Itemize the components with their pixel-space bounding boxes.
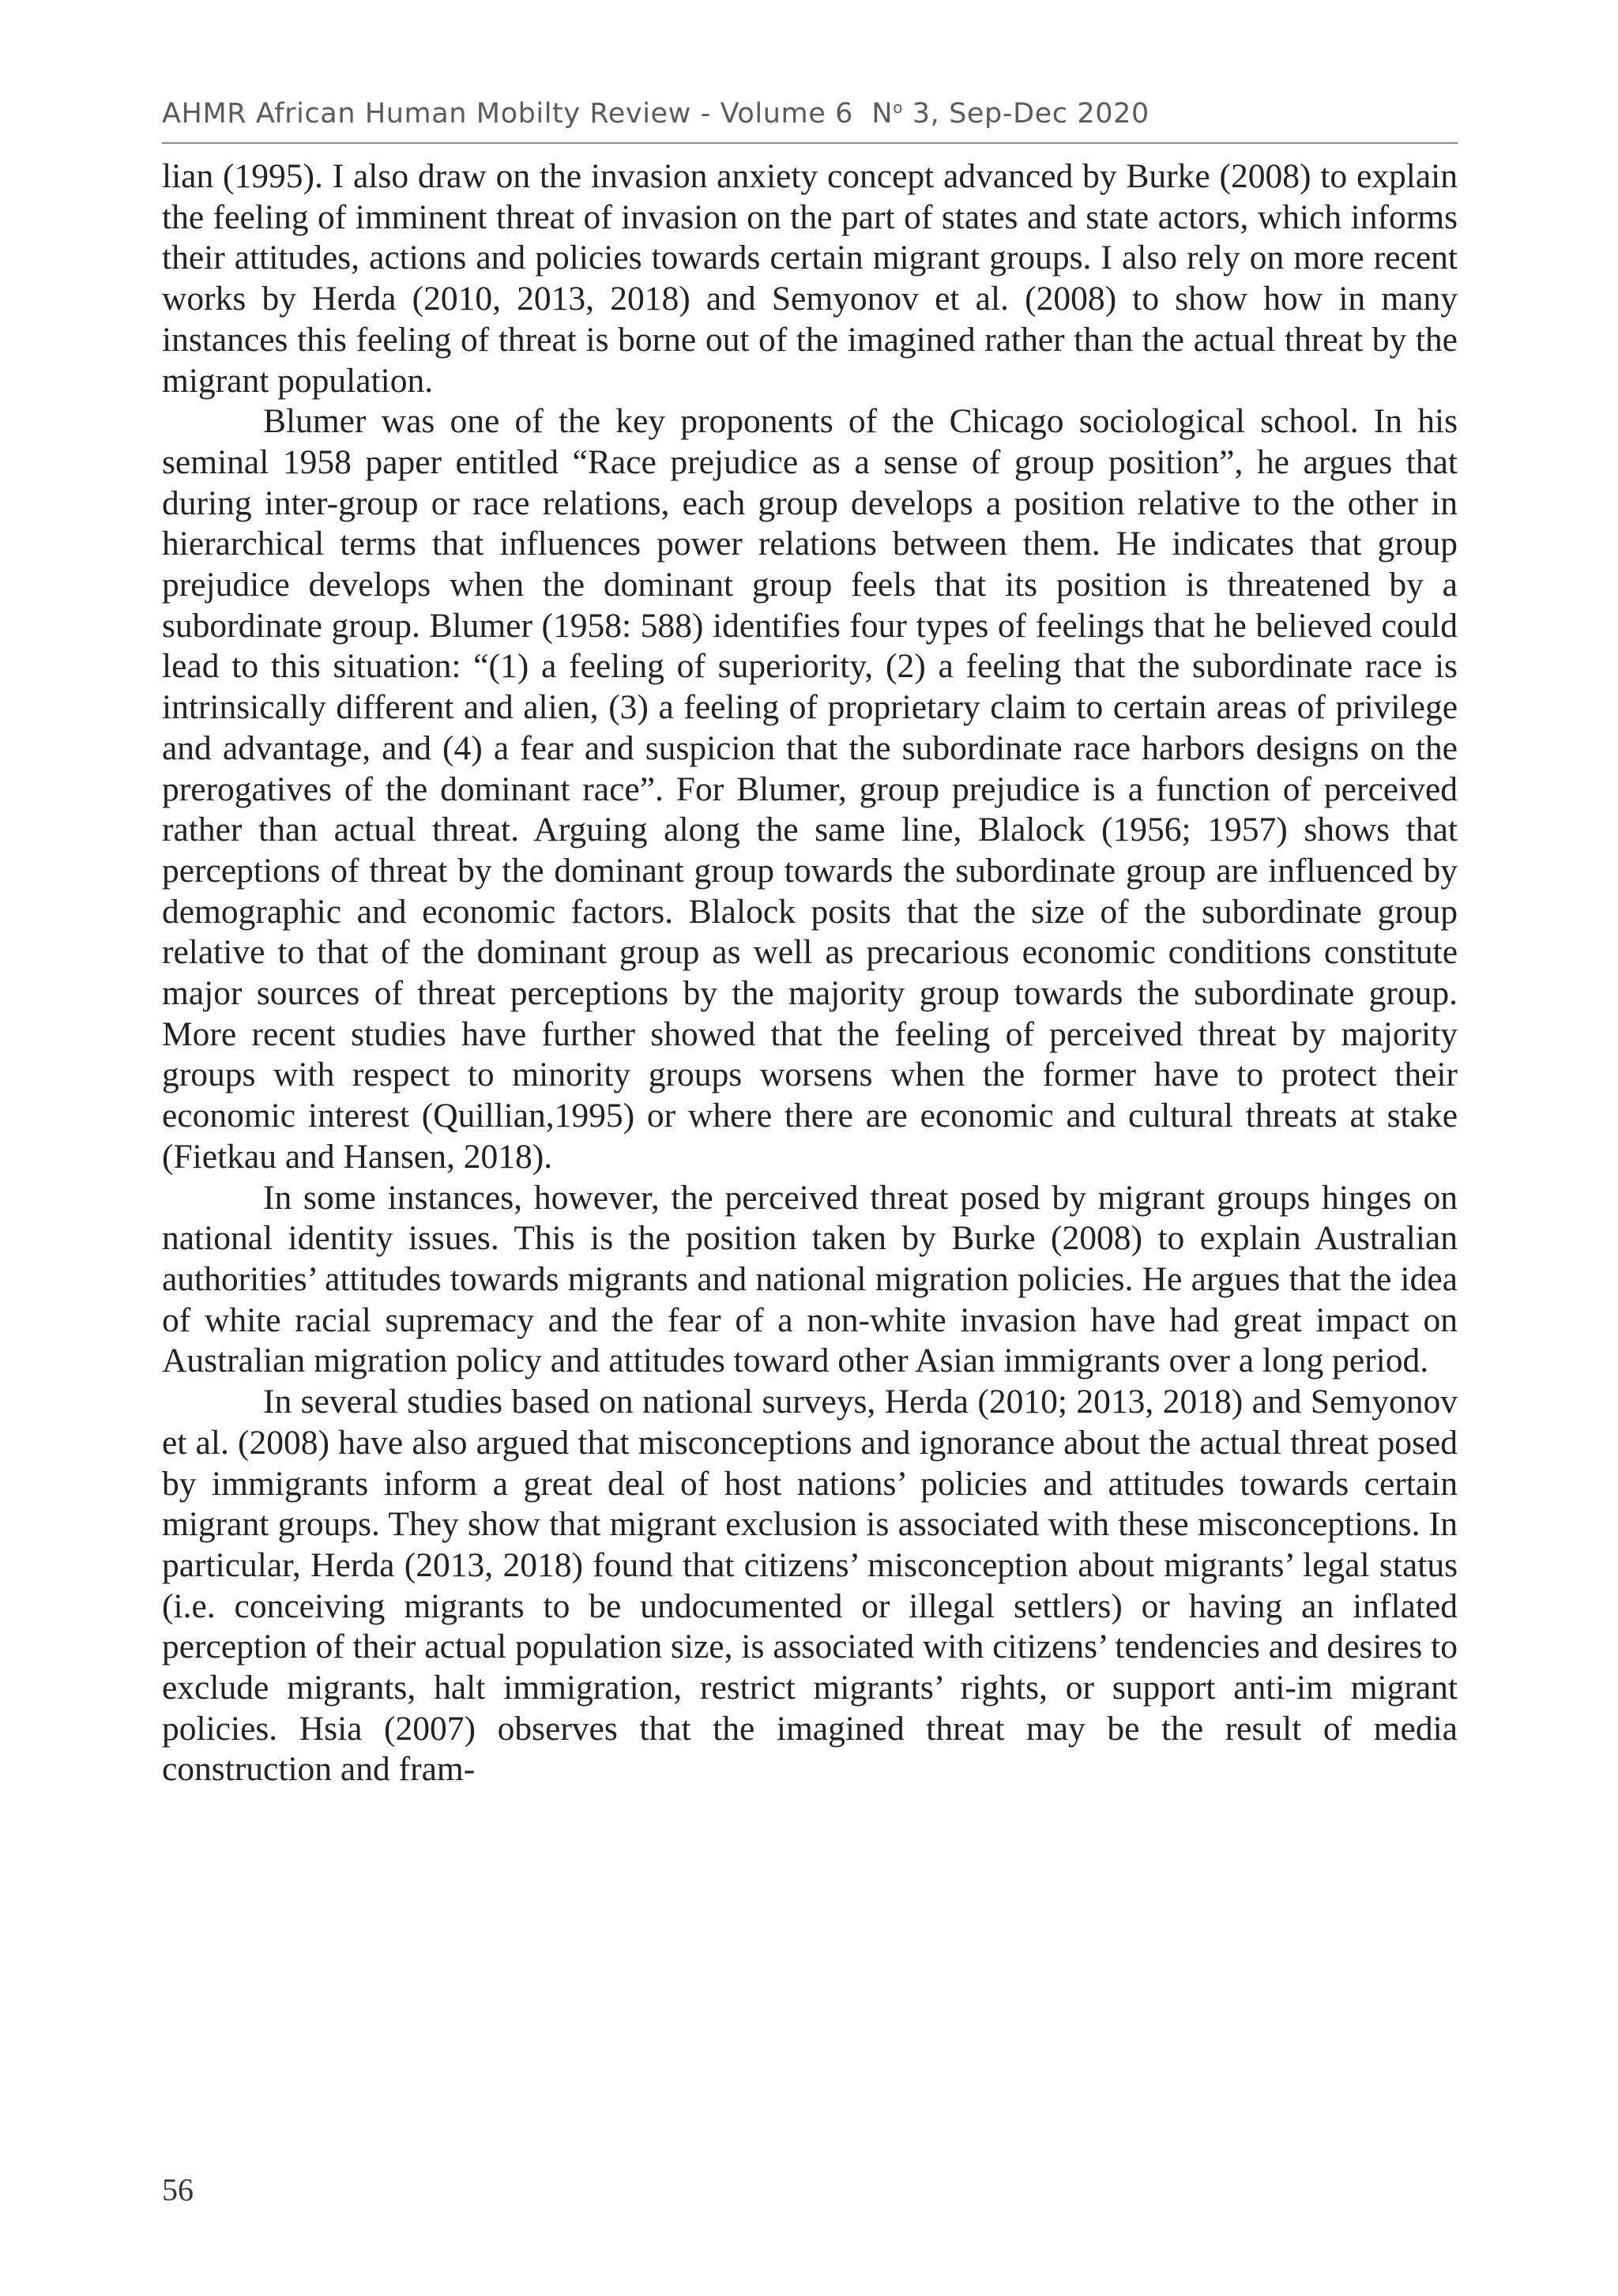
body-text (162, 156, 1458, 1790)
issue-number-label: N (871, 98, 894, 130)
paragraph-continued: lian (1995). I also draw on the invasion anxiety concept advanced by Burke (2008) to explain the feeling of imminent threat of invasion on the part of states and state actors, which informs their attitudes, actions and policies towards certain migrant groups. I also rely on more recent works by Herda (2010, 2013, 2018) and Semyonov et al. (2008) to show how in many instances this feeling of threat is borne out of the imagined rather than the actual threat by the migrant population. (162, 157, 1458, 400)
paragraph-national-identity: In some instances, however, the perceived threat posed by migrant groups hinges on national identity issues. This is the position taken by Burke (2008) to explain Australian authorities’ attitudes towards migrants and national migration policies. He argues that the idea of white racial supremacy and the fear of a non-white invasion have had great impact on Australian migration policy and attitudes toward other Asian immigrants over a long period. (162, 1178, 1458, 1380)
paragraph-blumer: Blumer was one of the key proponents of the Chicago sociological school. In his seminal 1958 paper entitled “Race prejudice as a sense of group position”, he argues that during inter-group or race relations, each group develops a position relative to the other in hierarchical terms that influences power relations between them. He indicates that group prejudice develops when the dominant group feels that its position is threatened by a subordinate group. Blumer (1958: 588) identifies four types of feelings that he believed could lead to this situation: “(1) a feeling of superiority, (2) a feeling that the subordinate race is intrinsically different and alien, (3) a feeling of proprietary claim to certain areas of privilege and advantage, and (4) a fear and suspicion that the subordinate race harbors designs on the prerogatives of the dominant race”. For Blumer, group prejudice is a function of perceived rather than actual threat. Arguing along the same line, Blalock (1956; 1957) shows that perceptions of threat by the dominant group towards the subordinate group are influenced by demographic and economic factors. Blalock posits that the size of the subordinate group relative to that of the dominant group as well as precarious economic conditions constitute major sources of threat perceptions by the majority group towards the subordinate group. More recent studies have further showed that the feeling of perceived threat by majority groups with respect to minority groups worsens when the former have to protect their economic interest (Quillian,1995) or where there are economic and cultural threats at stake (Fietkau and Hansen, 2018). (162, 402, 1458, 1176)
issue-number-superscript: o (893, 98, 904, 117)
paragraph-national-surveys: In several studies based on national surveys, Herda (2010; 2013, 2018) and Semyonov et al. (2008) have also argued that misconceptions and ignorance about the actual threat posed by immigrants inform a great deal of host nations’ policies and attitudes towards certain migrant groups. They show that migrant exclusion is associated with these misconceptions. In particular, Herda (2013, 2018) found that citizens’ misconception about migrants’ legal status (i.e. conceiving migrants to be undocumented or illegal settlers) or having an inflated perception of their actual population size, is associated with citizens’ tendencies and desires to exclude migrants, halt immigration, restrict migrants’ rights, or support anti-im migrant policies. Hsia (2007) observes that the imagined threat may be the result of media construction and fram- (162, 1383, 1458, 1789)
page-number: 56 (162, 2172, 194, 2208)
issue-date: 3, Sep-Dec 2020 (903, 98, 1150, 130)
journal-title: AHMR African Human Mobilty Review - Volume 6 (162, 98, 853, 130)
running-header (162, 98, 1458, 144)
